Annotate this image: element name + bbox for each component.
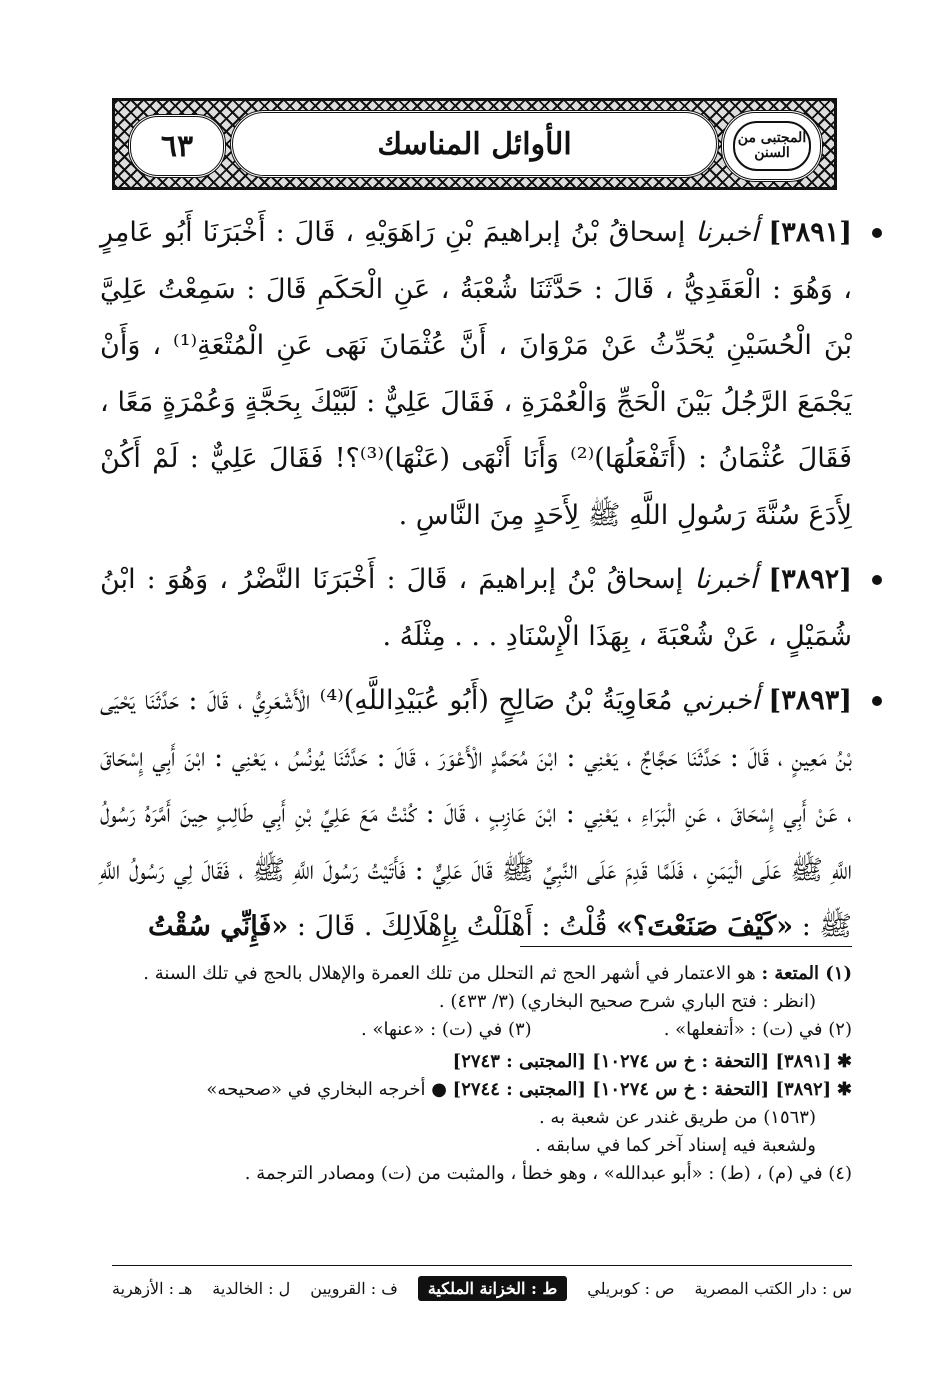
running-title-box [230, 110, 719, 178]
hadith-3892 [100, 552, 852, 665]
hadith-text: مُعَاوِيَةُ بْنُ صَالِحٍ (أَبُو عُبَيْدِاللَّهِ)⁽⁴⁾ الْأَشْعَرِيُّ ، قَالَ : حَدَّثَنَا يَحْيَى بْنُ مَعِينٍ ، قَالَ : حَدَّثَنَا حَجَّاجٌ ، يَعْنِي : ابْنَ مُحَمَّدٍ الْأَعْوَرَ ، قَالَ : حَدَّثَنَا يُونُسُ ، يَعْنِي : ابْنَ أَبِي إِسْحَاقَ ، عَنْ أَبِي إِسْحَاقَ ، عَنِ الْبَرَاءِ ، يَعْنِي : ابْنَ عَازِبٍ ، قَالَ : كُنْتُ مَعَ عَلِيِّ بْنِ أَبِي طَالِبٍ حِينَ أَمَّرَهُ رَسُولُ اللَّهِ ﷺ عَلَى الْيَمَنِ ، فَلَمَّا قَدِمَ عَلَى النَّبِيِّ ﷺ قَالَ عَلِيٌّ : فَأَتَيْتُ رَسُولَ اللَّهِ ﷺ ، فَقَالَ لِي رَسُولُ اللَّهِ ﷺ : [100, 685, 852, 942]
book-logo [721, 110, 823, 182]
legend-ta: ط : الخزانة الملكية [418, 1276, 567, 1301]
takhrij-3891 [104, 1048, 852, 1076]
hadith-3893 [100, 673, 852, 956]
hadith-text: إسحاقُ بْنُ إبراهيمَ ، قَالَ : أَخْبَرَنَا النَّضْرُ ، وَهُوَ : ابْنُ شُمَيْلٍ ، عَنْ شُعْبَةَ ، بِهَذَا الْإِسْنَادِ . . . مِثْلَهُ . [100, 564, 852, 652]
footnote-2: (٢) في (ت) : «أتفعلها» . [663, 1019, 852, 1040]
hadith-number: [٣٨٩٢] [768, 564, 852, 595]
legend-ha: هـ : الأزهرية [112, 1279, 193, 1298]
hadith-opener: أخبرني [681, 685, 760, 716]
footnote-2-3 [104, 1016, 852, 1044]
main-text [100, 205, 852, 964]
bullet-icon [872, 696, 882, 706]
takhrij-refs: [٣٨٩١] [التحفة : خ س ١٠٢٧٤] [المجتبى : ٢٧٤٣] [452, 1051, 832, 1072]
hadith-opener: أخبرنا [694, 564, 758, 595]
hadith-number: [٣٨٩٣] [768, 685, 852, 716]
takhrij-text: أخرجه البخاري في «صحيحه» [206, 1079, 426, 1100]
hadith-opener: أخبرنا [695, 217, 759, 248]
takhrij-refs: [٣٨٩٢] [التحفة : خ س ١٠٢٧٤] [المجتبى : ٢٧٤٤] [452, 1079, 832, 1100]
hadith-quote: «فَإِنِّي سُقْتُ [148, 911, 289, 942]
manuscript-legend [112, 1276, 852, 1301]
bullet-icon [872, 575, 882, 585]
hadith-text: إسحاقُ بْنُ إبراهيمَ بْنِ رَاهَوَيْهِ ، قَالَ : أَخْبَرَنَا أَبُو عَامِرٍ ، وَهُوَ : الْعَقَدِيُّ ، قَالَ : حَدَّثَنَا شُعْبَةُ ، عَنِ الْحَكَمِ قَالَ : سَمِعْتُ عَلِيَّ بْنَ الْحُسَيْنِ يُحَدِّثُ عَنْ مَرْوَانَ ، أَنَّ عُثْمَانَ نَهَى عَنِ الْمُتْعَةِ⁽¹⁾ ، وَأَنْ يَجْمَعَ الرَّجُلُ بَيْنَ الْحَجِّ وَالْعُمْرَةِ ، فَقَالَ عَلِيٌّ : لَبَّيْكَ بِحَجَّةٍ وَعُمْرَةٍ مَعًا ، فَقَالَ عُثْمَانُ : (أَتَفْعَلُهَا)⁽²⁾ وَأَنَا أَنْهَى (عَنْهَا)⁽³⁾؟! فَقَالَ عَلِيٌّ : لَمْ أَكُنْ لِأَدَعَ سُنَّةَ رَسُولِ اللَّهِ ﷺ لِأَحَدٍ مِنَ النَّاسِ . [100, 217, 852, 531]
footnote-label: (١) المتعة : [761, 963, 852, 984]
legend-s: س : دار الكتب المصرية [694, 1279, 852, 1298]
footnotes [104, 960, 852, 1188]
logo-text: المجتبى من السنن [733, 121, 811, 171]
legend-lam: ل : الخالدية [212, 1279, 291, 1298]
footnote-divider [520, 946, 852, 947]
legend-sad: ص : كوبريلي [587, 1279, 675, 1298]
footnote-1-ref: (انظر : فتح الباري شرح صحيح البخاري) (٣/ ٤٣٣) . [438, 991, 816, 1012]
asterisk-icon: ✱ [836, 1051, 852, 1072]
bullet-icon [872, 228, 882, 238]
footnote-text: هو الاعتمار في أشهر الحج ثم التحلل من تلك العمرة والإهلال بالحج في تلك السنة . [143, 963, 756, 984]
footnote-3: (٣) في (ت) : «عنها» . [361, 1019, 532, 1040]
footnote-4: (٤) في (م) ، (ط) : «أبو عبدالله» ، وهو خطأ ، والمثبت من (ت) ومصادر الترجمة . [244, 1163, 852, 1184]
hadith-number: [٣٨٩١] [768, 217, 852, 248]
takhrij-3892-cont: (١٥٦٣) من طريق غندر عن شعبة به . [538, 1107, 816, 1128]
legend-fa: ف : القرويين [310, 1279, 398, 1298]
hadith-quote: «كَيْفَ صَنَعْتَ؟» [616, 911, 794, 942]
running-title: الأوائل المناسك [377, 126, 572, 162]
hadith-3891 [100, 205, 852, 544]
hadith-text: قُلْتُ : أَهْلَلْتُ بِإِهْلَالِكَ . قَالَ : [296, 911, 608, 942]
footnote-1 [104, 960, 852, 988]
page-header [112, 98, 837, 190]
asterisk-icon: ✱ [836, 1079, 852, 1100]
page-number: ٦٣ [160, 128, 194, 164]
takhrij-3892-note: ولشعبة فيه إسناد آخر كما في سابقه . [535, 1135, 816, 1156]
page-number-box [128, 114, 226, 178]
takhrij-3892 [104, 1076, 852, 1104]
legend-divider [112, 1265, 852, 1266]
bullet-icon: ● [431, 1079, 447, 1100]
